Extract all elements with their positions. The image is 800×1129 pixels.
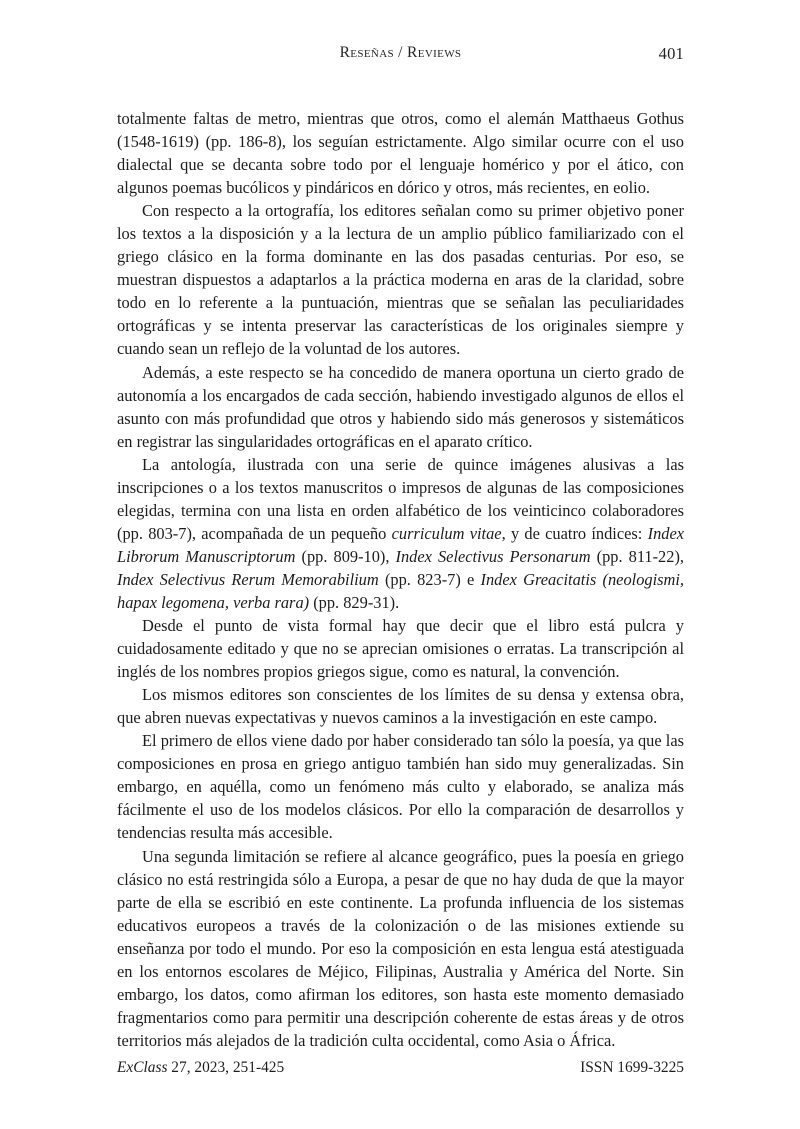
- italic-run: Index Greacitatis (neologismi, hapax legomena, verba rara): [117, 569, 685, 612]
- text-run: totalmente faltas de metro, mientras que otros, como el alemán Matthaeus Gothus (1548-1619) (pp. 186-8), los seguían estrictamente. Algo similar ocurre con el uso dialectal que se decanta sobre todo por el lenguaje homérico y por el ático, con algunos poemas bucólicos y pindáricos en dórico y otros, más recientes, en eolio.: [117, 109, 684, 198]
- footer-citation: [117, 1059, 284, 1077]
- running-head: [117, 44, 684, 68]
- text-run: , y de cuatro índices:: [501, 523, 648, 543]
- text-run: (pp. 823-7) e: [378, 569, 481, 589]
- journal-title: ExClass: [117, 1059, 168, 1076]
- paragraph: [117, 614, 684, 683]
- text-run: (pp. 809-10),: [295, 546, 396, 566]
- italic-run: Index Librorum Manuscriptorum: [117, 523, 685, 566]
- text-run: Desde el punto de vista formal hay que decir que el libro está pulcra y cuidadosamente editado y que no se aprecian omisiones o erratas. La transcripción al inglés de los nombres propios griegos sigue, como es natural, la convención.: [117, 616, 684, 682]
- text-run: Además, a este respecto se ha concedido de manera oportuna un cierto grado de autonomía a los encargados de cada sección, habiendo investigado algunos de ellos el asunto con más profundidad que otros y habiendo sido más generosos y sistemáticos en registrar las singularidades ortográficas en el aparato crítico.: [117, 362, 684, 451]
- paragraph: [117, 683, 684, 729]
- paragraph: [117, 107, 684, 199]
- italic-run: Index Selectivus Rerum Memorabilium: [117, 569, 379, 589]
- paragraph: [117, 845, 684, 1052]
- text-run: Una segunda limitación se refiere al alcance geográfico, pues la poesía en griego clásico no está restringida sólo a Europa, a pesar de que no hay duda de que la mayor parte de ella se escribió en este continente. La profunda influencia de los sistemas educativos europeos a través de la colonización o de las misiones extiende su enseñanza por todo el mundo. Por eso la composición en esta lengua está atestiguada en los entornos escolares de Méjico, Filipinas, Australia y América del Norte. Sin embargo, los datos, como afirman los editores, son hasta este momento demasiado fragmentarios como para permitir una descripción coherente de estas áreas y de otros territorios más alejados de la tradición culta occidental, como Asia o África.: [117, 846, 684, 1050]
- paragraph: [117, 199, 684, 360]
- italic-run: Index Selectivus Personarum: [395, 546, 591, 566]
- text-run: (pp. 811-22),: [590, 546, 685, 566]
- issn-label: ISSN 1699-3225: [580, 1059, 684, 1076]
- page-footer: [117, 1059, 684, 1083]
- text-run: Con respecto a la ortografía, los editores señalan como su primer objetivo poner los textos a la disposición y a la lectura de un amplio público familiarizado con el griego clásico en la forma dominante en las dos pasadas centurias. Por eso, se muestran dispuestos a adaptarlos a la práctica moderna en aras de la claridad, sobre todo en lo referente a la puntuación, mientras que se señalan las peculiaridades ortográficas y se intenta preservar las características de los originales siempre y cuando sean un reflejo de la voluntad de los autores.: [117, 201, 684, 359]
- text-run: El primero de ellos viene dado por haber considerado tan sólo la poesía, ya que las composiciones en prosa en griego antiguo también han sido muy generalizadas. Sin embargo, en aquélla, como un fenómeno más culto y elaborado, se analiza más fácilmente el uso de los modelos clásicos. Por ello la comparación de desarrollos y tendencias resulta más accesible.: [117, 731, 684, 843]
- paragraph: [117, 729, 684, 844]
- paragraph: [117, 453, 684, 614]
- paragraph: [117, 361, 684, 453]
- text-run: (pp. 829-31).: [309, 592, 400, 612]
- running-head-title: Reseñas / Reviews: [339, 44, 462, 61]
- body-text-block: [117, 107, 684, 1052]
- page-number: 401: [658, 44, 684, 63]
- italic-run: curriculum vitae: [391, 523, 502, 543]
- text-run: Los mismos editores son conscientes de los límites de su densa y extensa obra, que abren nuevas expectativas y nuevos caminos a la investigación en este campo.: [117, 685, 684, 728]
- journal-citation-detail: 27, 2023, 251-425: [167, 1059, 285, 1076]
- text-run: La antología, ilustrada con una serie de quince imágenes alusivas a las inscripciones o a los textos manuscritos o impresos de algunas de las composiciones elegidas, termina con una lista en orden alfabético de los veinticinco colaboradores (pp. 803-7), acompañada de un pequeño: [117, 454, 684, 543]
